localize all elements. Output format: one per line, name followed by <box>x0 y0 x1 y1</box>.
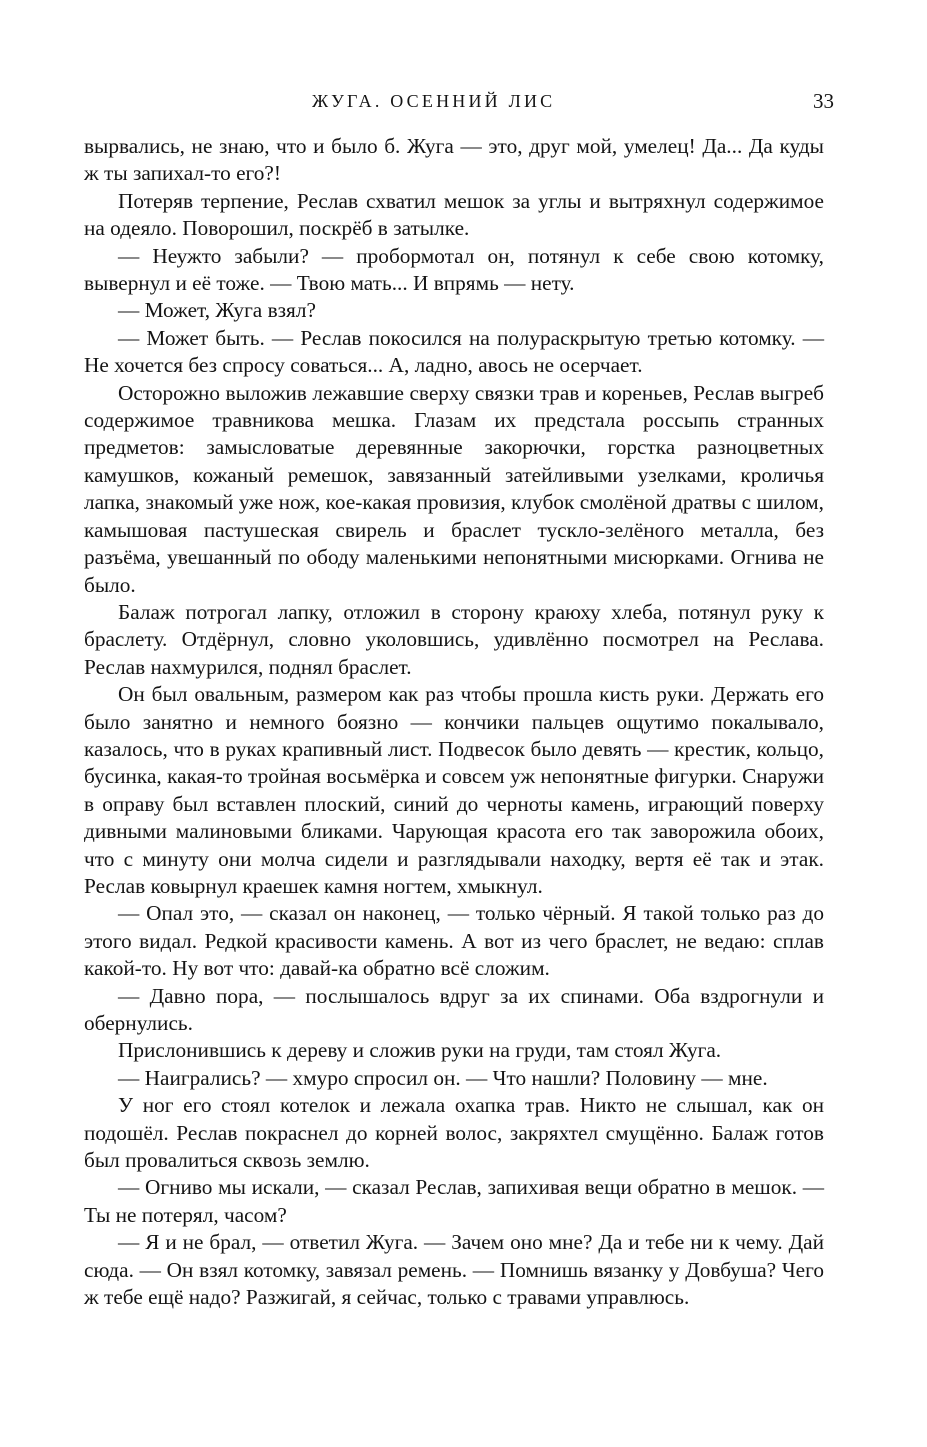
paragraph: — Неужто забыли? — пробормотал он, потянул к себе свою котомку, вывернул и её тоже. — Твою мать... И впрямь — нету. <box>84 243 824 296</box>
page-number: 33 <box>813 89 834 113</box>
paragraph: — Я и не брал, — ответил Жуга. — Зачем оно мне? Да и тебе ни к чему. Дай сюда. — Он взял котомку, завязал ремень. — Помнишь вязанку у Довбуша? Чего ж тебе ещё надо? Разжигай, я сейчас, только с травами управлюсь. <box>84 1230 824 1310</box>
paragraph: Балаж потрогал лапку, отложил в сторону краюху хлеба, потянул руку к браслету. Отдёрнул, словно уколовшись, удивлённо посмотрел на Реслава. Реслав нахмурился, поднял браслет. <box>84 599 824 679</box>
paragraph: — Давно пора, — послышалось вдруг за их спинами. Оба вздрогнули и обернулись. <box>84 983 824 1035</box>
paragraph: — Огниво мы искали, — сказал Реслав, запихивая вещи обратно в мешок. — Ты не потерял, часом? <box>84 1175 824 1227</box>
paragraph: Потеряв терпение, Реслав схватил мешок за углы и вытряхнул содержимое на одеяло. Поворошил, поскрёб в затылке. <box>84 188 824 241</box>
paragraph: Прислонившись к дереву и сложив руки на груди, там стоял Жуга. <box>118 1038 722 1063</box>
paragraph: Осторожно выложив лежавшие сверху связки трав и кореньев, Реслав выгреб содержимое травникова мешка. Глазам их предстала россыпь странных предметов: замысловатые деревянные закорючки, горстка разноцветных камушков, кожаный ремешок, завязанный затейливыми узелками, кроличья лапка, знакомый уже нож, кое-какая провизия, клубок смолёной дратвы с шилом, камышовая пастушеская свирель и браслет тускло-зелёного металла, без разъёма, увешанный по ободу маленькими непонятными мисюрками. Огнива не было. <box>84 380 824 597</box>
paragraph: — Опал это, — сказал он наконец, — только чёрный. Я такой только раз до этого видал. Редкой красивости камень. А вот из чего браслет, не ведаю: сплав какой-то. Ну вот что: давай-ка обратно всё сложим. <box>84 901 824 981</box>
paragraph: Он был овальным, размером как раз чтобы прошла кисть руки. Держать его было занятно и немного боязно — кончики пальцев ощутимо покалывало, казалось, что в руках крапивный лист. Подвесок было девять — крестик, кольцо, бусинка, какая-то тройная восьмёрка и совсем уж непонятные фигурки. Снаружи в оправу был вставлен плоский, синий до черноты камень, играющий поверху дивными малиновыми бликами. Чарующая красота его так заворожила обоих, что с минуту они молча сидели и разглядывали находку, вертя её так и этак. Реслав ковырнул краешек камня ногтем, хмыкнул. <box>84 682 824 898</box>
running-title: ЖУГА. ОСЕННИЙ ЛИС <box>312 91 556 111</box>
running-head <box>0 86 927 116</box>
paragraph: — Наигрались? — хмуро спросил он. — Что нашли? Половину — мне. <box>118 1065 768 1090</box>
paragraph: — Может, Жуга взял? <box>118 298 316 323</box>
body-text <box>84 133 824 1311</box>
paragraph: У ног его стоял котелок и лежала охапка трав. Никто не слышал, как он подошёл. Реслав покраснел до корней волос, закряхтел смущённо. Балаж готов был провалиться сквозь землю. <box>84 1093 824 1173</box>
paragraph: вырвались, не знаю, что и было б. Жуга — это, друг мой, умелец! Да... Да куды ж ты запихал-то его?! <box>84 134 824 186</box>
paragraph: — Может быть. — Реслав покосился на полураскрытую третью котомку. — Не хочется без спросу соваться... А, ладно, авось не осерчает. <box>84 325 824 378</box>
